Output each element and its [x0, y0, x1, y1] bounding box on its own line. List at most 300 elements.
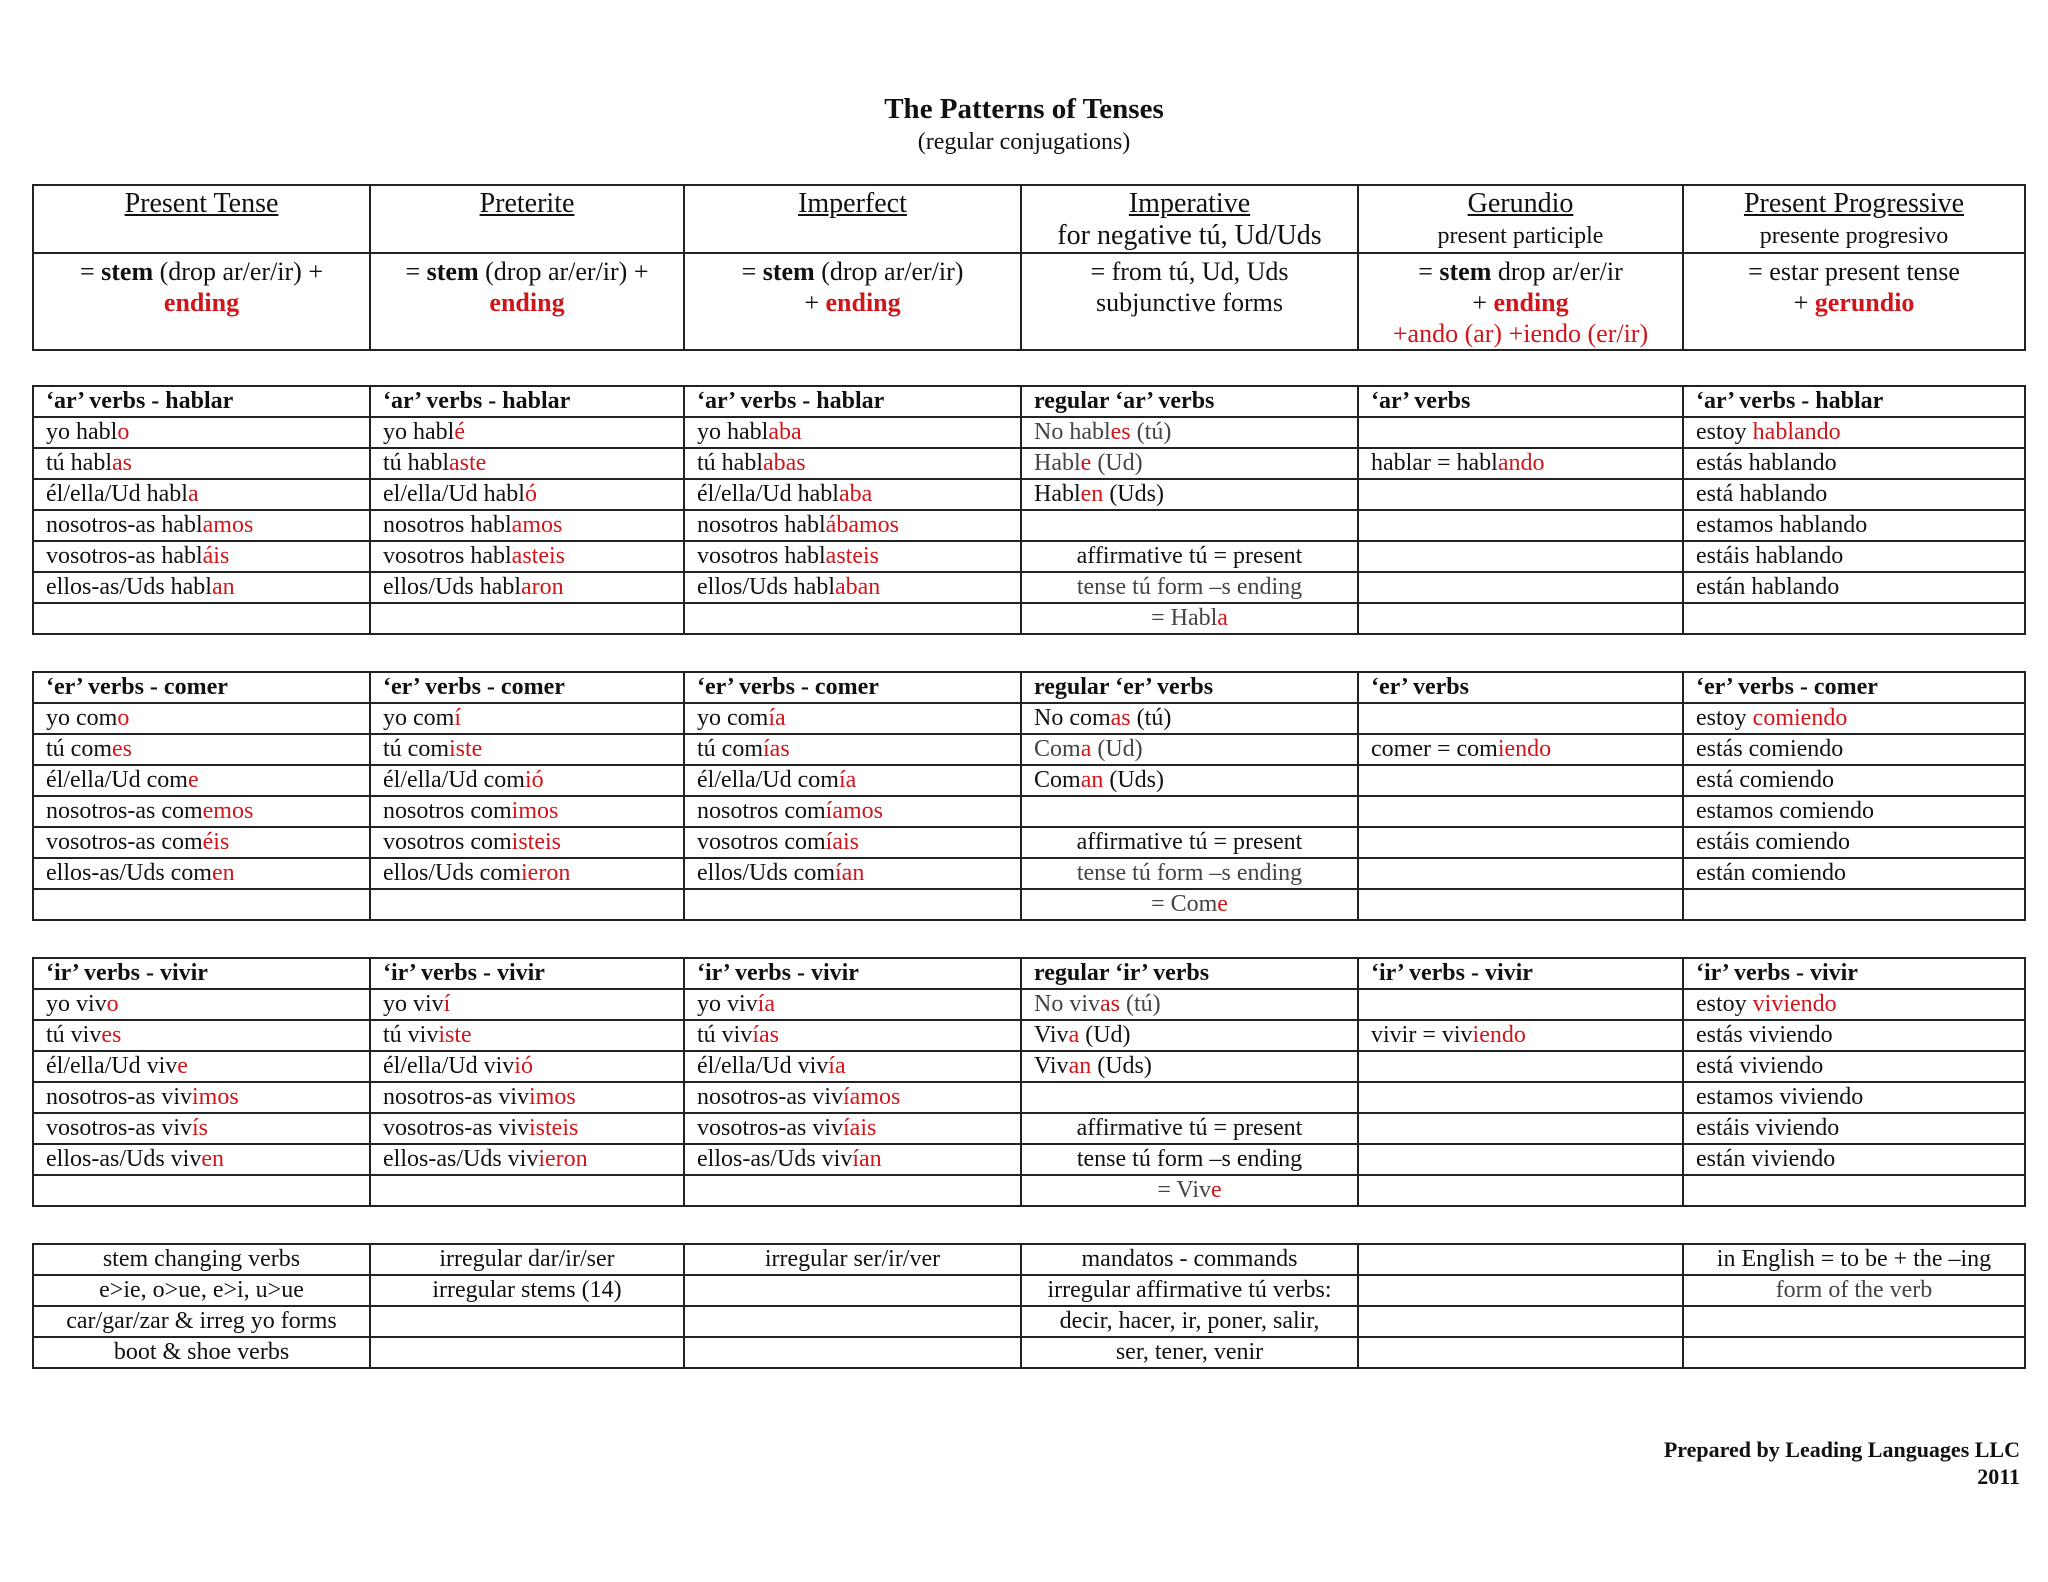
- conjugation-text: yo viv: [46, 991, 107, 1017]
- conjugation-text: ‘er’ verbs - comer: [46, 674, 228, 700]
- conjugation-text: ‘ar’ verbs - hablar: [46, 388, 234, 414]
- conjugation-text: (Uds): [1103, 481, 1164, 507]
- conjugation-text: nosotros com: [697, 798, 826, 824]
- conjugation-text: estoy: [1696, 705, 1753, 731]
- conjugation-cell: [1358, 603, 1683, 634]
- conjugation-cell: [684, 958, 1021, 989]
- conjugation-text: regular ‘ir’ verbs: [1034, 960, 1210, 986]
- conjugation-cell: [33, 958, 370, 989]
- verb-ending-text: iendo: [1472, 1022, 1526, 1048]
- conjugation-cell: [1358, 765, 1683, 796]
- conjugation-text: ‘ir’ verbs - vivir: [383, 960, 545, 986]
- conjugation-text: vosotros-as viv: [46, 1115, 192, 1141]
- note-cell: irregular affirmative tú verbs:: [1021, 1275, 1358, 1306]
- conjugation-cell: [1683, 510, 2025, 541]
- verb-ending-text: amos: [511, 512, 563, 538]
- conjugation-cell: [1358, 448, 1683, 479]
- conjugation-cell: [1358, 417, 1683, 448]
- conjugation-cell: [370, 417, 684, 448]
- conjugation-text: tense tú form –s ending: [1076, 1146, 1303, 1172]
- formula-text: +: [1793, 288, 1815, 317]
- conjugation-text: vosotros-as viv: [697, 1115, 843, 1141]
- verb-ending-text: gerundio: [1814, 288, 1915, 317]
- conjugation-text: estáis hablando: [1696, 543, 1844, 569]
- conjugation-cell: [1021, 989, 1358, 1020]
- note-cell: irregular ser/ir/ver: [684, 1244, 1021, 1275]
- tense-formula: [33, 253, 370, 350]
- formula-text: +: [1472, 288, 1494, 317]
- conjugation-text: ‘er’ verbs - comer: [697, 674, 879, 700]
- conjugation-text: ‘er’ verbs - comer: [1696, 674, 1878, 700]
- conjugation-text: (tú): [1130, 419, 1172, 445]
- verb-ending-text: aron: [521, 574, 564, 600]
- conjugation-row: [33, 827, 2025, 858]
- conjugation-cell: [684, 989, 1021, 1020]
- conjugation-cell: [1683, 796, 2025, 827]
- conjugation-cell: [33, 989, 370, 1020]
- conjugation-text: él/ella/Ud habl: [697, 481, 839, 507]
- conjugation-cell: [1358, 889, 1683, 920]
- verb-ending-text: íais: [825, 829, 859, 855]
- tense-name: Present Progressive: [1743, 188, 1965, 219]
- ar-verbs-table: [32, 385, 2026, 635]
- conjugation-cell: [370, 958, 684, 989]
- verb-ending-text: o: [117, 419, 130, 445]
- conjugation-text: (Ud): [1091, 736, 1143, 762]
- formula-text: stem: [1439, 257, 1492, 286]
- conjugation-text: estamos viviendo: [1696, 1084, 1864, 1110]
- conjugation-text: comer = com: [1371, 736, 1498, 762]
- conjugation-cell: [370, 510, 684, 541]
- conjugation-text: el/ella/Ud habl: [383, 481, 525, 507]
- formula-text: = estar present tense: [1748, 257, 1960, 286]
- conjugation-row: [33, 448, 2025, 479]
- conjugation-cell: [1683, 858, 2025, 889]
- conjugation-text: nosotros habl: [697, 512, 826, 538]
- tense-heading: [370, 185, 684, 253]
- verb-ending-text: aba: [768, 419, 802, 445]
- conjugation-cell: [1358, 572, 1683, 603]
- conjugation-cell: [684, 796, 1021, 827]
- verb-ending-text: en: [201, 1146, 224, 1172]
- conjugation-cell: [684, 827, 1021, 858]
- conjugation-cell: [33, 1113, 370, 1144]
- notes-row: [33, 1244, 2025, 1275]
- conjugation-cell: [370, 572, 684, 603]
- conjugation-cell: [1358, 1020, 1683, 1051]
- conjugation-cell: [684, 703, 1021, 734]
- conjugation-text: tense tú form –s ending: [1076, 574, 1303, 600]
- formula-text: =: [1418, 257, 1440, 286]
- verb-ending-text: ieron: [538, 1146, 588, 1172]
- conjugation-cell: [684, 1175, 1021, 1206]
- verb-ending-text: e: [187, 767, 199, 793]
- conjugation-text: están viviendo: [1696, 1146, 1836, 1172]
- conjugation-text: Viv: [1034, 1022, 1069, 1048]
- verb-ending-text: áis: [202, 543, 230, 569]
- conjugation-text: ellos-as/Uds habl: [46, 574, 212, 600]
- conjugation-row: [33, 1113, 2025, 1144]
- conjugation-cell: [684, 417, 1021, 448]
- note-cell: [370, 1337, 684, 1368]
- note-cell: [1358, 1337, 1683, 1368]
- conjugation-cell: [684, 510, 1021, 541]
- conjugation-text: nosotros habl: [383, 512, 512, 538]
- tense-name: Preterite: [479, 188, 575, 219]
- conjugation-cell: [370, 1020, 684, 1051]
- conjugation-text: ellos-as/Uds viv: [383, 1146, 539, 1172]
- conjugation-cell: [684, 448, 1021, 479]
- conjugation-cell: [33, 541, 370, 572]
- conjugation-cell: [1021, 1020, 1358, 1051]
- conjugation-text: él/ella/Ud habl: [46, 481, 188, 507]
- verb-ending-text: es: [112, 736, 132, 762]
- conjugation-text: estás comiendo: [1696, 736, 1844, 762]
- verb-ending-text: a: [1217, 605, 1228, 631]
- verb-ending-text: en: [1080, 481, 1104, 507]
- conjugation-text: tú habl: [46, 450, 112, 476]
- conjugation-cell: [1683, 572, 2025, 603]
- conjugation-cell: [370, 734, 684, 765]
- formula-text: =: [79, 257, 102, 286]
- tense-subtitle: present participle: [1437, 223, 1604, 249]
- tense-subtitle: presente progresivo: [1759, 223, 1949, 249]
- verb-ending-text: ending: [489, 288, 565, 317]
- verb-ending-text: í: [454, 705, 461, 731]
- conjugation-row: [33, 1082, 2025, 1113]
- conjugation-cell: [684, 1051, 1021, 1082]
- conjugation-text: ‘ir’ verbs - vivir: [1371, 960, 1533, 986]
- verb-ending-text: íamos: [825, 798, 883, 824]
- tense-formula: [1358, 253, 1683, 350]
- conjugation-cell: [33, 572, 370, 603]
- conjugation-cell: [1021, 958, 1358, 989]
- conjugation-cell: [370, 1082, 684, 1113]
- conjugation-cell: [370, 796, 684, 827]
- conjugation-cell: [370, 703, 684, 734]
- conjugation-cell: [1021, 765, 1358, 796]
- conjugation-cell: [684, 858, 1021, 889]
- conjugation-cell: [1021, 1113, 1358, 1144]
- verb-ending-text: ía: [757, 991, 775, 1017]
- conjugation-cell: [1358, 1051, 1683, 1082]
- conjugation-cell: [33, 603, 370, 634]
- conjugation-text: ellos/Uds habl: [383, 574, 521, 600]
- conjugation-cell: [1358, 1113, 1683, 1144]
- conjugation-cell: [1358, 703, 1683, 734]
- conjugation-text: él/ella/Ud viv: [46, 1053, 178, 1079]
- formula-text: stem: [101, 257, 154, 286]
- conjugation-text: ‘ar’ verbs - hablar: [697, 388, 885, 414]
- tense-formula: [1683, 253, 2025, 350]
- conjugation-text: hablar = habl: [1371, 450, 1498, 476]
- verb-ending-text: ando: [1497, 450, 1545, 476]
- conjugation-cell: [1358, 989, 1683, 1020]
- tense-formula: [684, 253, 1021, 350]
- tense-heading: [684, 185, 1021, 253]
- conjugation-cell: [1683, 958, 2025, 989]
- verb-ending-text: o: [117, 705, 130, 731]
- formula-text: subjunctive forms: [1095, 288, 1284, 317]
- conjugation-text: ‘ir’ verbs - vivir: [1696, 960, 1858, 986]
- conjugation-cell: [33, 703, 370, 734]
- conjugation-row: [33, 510, 2025, 541]
- tense-heading: [1358, 185, 1683, 253]
- verb-ending-text: éis: [202, 829, 230, 855]
- note-cell: decir, hacer, ir, poner, salir,: [1021, 1306, 1358, 1337]
- conjugation-text: él/ella/Ud com: [46, 767, 188, 793]
- conjugation-cell: [33, 510, 370, 541]
- section-heading-row: [33, 672, 2025, 703]
- conjugation-cell: [1021, 796, 1358, 827]
- conjugation-cell: [1683, 1113, 2025, 1144]
- note-cell: [1683, 1337, 2025, 1368]
- conjugation-cell: [33, 672, 370, 703]
- note-cell: in English = to be + the –ing: [1683, 1244, 2025, 1275]
- conjugation-text: yo viv: [697, 991, 758, 1017]
- conjugation-text: estás hablando: [1696, 450, 1837, 476]
- verb-ending-text: +ando (ar) +iendo (er/ir): [1392, 319, 1649, 348]
- note-cell: [684, 1306, 1021, 1337]
- conjugation-cell: [1683, 1144, 2025, 1175]
- conjugation-text: ‘ir’ verbs - vivir: [697, 960, 859, 986]
- conjugation-text: estoy: [1696, 419, 1753, 445]
- page-title: The Patterns of Tenses: [884, 93, 1164, 125]
- formula-text: stem: [426, 257, 479, 286]
- conjugation-text: regular ‘ar’ verbs: [1034, 388, 1215, 414]
- verb-ending-text: as: [1110, 705, 1131, 731]
- note-cell: ser, tener, venir: [1021, 1337, 1358, 1368]
- conjugation-text: él/ella/Ud viv: [383, 1053, 515, 1079]
- conjugation-cell: [1358, 827, 1683, 858]
- conjugation-cell: [1683, 603, 2025, 634]
- conjugation-row: [33, 703, 2025, 734]
- verb-ending-text: isteis: [511, 829, 562, 855]
- conjugation-cell: [1358, 672, 1683, 703]
- conjugation-text: él/ella/Ud com: [697, 767, 839, 793]
- conjugation-text: están comiendo: [1696, 860, 1846, 886]
- verb-ending-text: ending: [1493, 288, 1569, 317]
- verb-ending-text: isteis: [529, 1115, 579, 1141]
- tense-name: Present Tense: [124, 188, 279, 219]
- conjugation-cell: [1021, 858, 1358, 889]
- conjugation-text: ellos-as/Uds viv: [46, 1146, 202, 1172]
- conjugation-text: nosotros-as viv: [697, 1084, 843, 1110]
- conjugation-cell: [370, 541, 684, 572]
- conjugation-cell: [1683, 1020, 2025, 1051]
- conjugation-cell: [33, 386, 370, 417]
- verb-ending-text: e: [1080, 450, 1092, 476]
- verb-ending-text: imos: [511, 798, 559, 824]
- tense-formula: [1021, 253, 1358, 350]
- conjugation-row: [33, 734, 2025, 765]
- conjugation-text: vosotros-as com: [46, 829, 203, 855]
- verb-ending-text: viviendo: [1752, 991, 1837, 1017]
- conjugation-text: ellos/Uds com: [383, 860, 521, 886]
- conjugation-cell: [370, 479, 684, 510]
- conjugation-text: affirmative tú = present: [1076, 829, 1303, 855]
- conjugation-cell: [684, 1082, 1021, 1113]
- verb-ending-text: iste: [449, 736, 483, 762]
- page-subtitle: (regular conjugations): [917, 129, 1131, 155]
- verb-ending-text: amos: [202, 512, 254, 538]
- section-heading-row: [33, 386, 2025, 417]
- conjugation-cell: [1683, 734, 2025, 765]
- verb-ending-text: an: [1080, 767, 1104, 793]
- conjugation-text: ellos/Uds com: [697, 860, 835, 886]
- conjugation-text: él/ella/Ud com: [383, 767, 525, 793]
- conjugation-cell: [1021, 417, 1358, 448]
- verb-ending-text: iste: [438, 1022, 472, 1048]
- conjugation-cell: [370, 448, 684, 479]
- conjugation-cell: [370, 858, 684, 889]
- conjugation-text: tú com: [46, 736, 112, 762]
- conjugation-cell: [1683, 479, 2025, 510]
- conjugation-text: affirmative tú = present: [1076, 543, 1303, 569]
- verb-ending-text: ieron: [521, 860, 571, 886]
- conjugation-cell: [684, 889, 1021, 920]
- conjugation-text: No habl: [1034, 419, 1111, 445]
- conjugation-cell: [1358, 796, 1683, 827]
- conjugation-text: estáis viviendo: [1696, 1115, 1840, 1141]
- conjugation-row: [33, 1175, 2025, 1206]
- verb-ending-text: íamos: [843, 1084, 901, 1110]
- note-cell: boot & shoe verbs: [33, 1337, 370, 1368]
- conjugation-row: [33, 796, 2025, 827]
- conjugation-text: ‘ir’ verbs - vivir: [46, 960, 208, 986]
- verb-ending-text: e: [177, 1053, 188, 1079]
- conjugation-cell: [1683, 417, 2025, 448]
- note-cell: [370, 1306, 684, 1337]
- conjugation-cell: [1683, 672, 2025, 703]
- conjugation-cell: [1021, 479, 1358, 510]
- conjugation-text: vosotros habl: [383, 543, 512, 569]
- verb-ending-text: o: [106, 991, 119, 1017]
- conjugation-text: yo habl: [697, 419, 769, 445]
- conjugation-cell: [370, 672, 684, 703]
- conjugation-text: vosotros-as viv: [383, 1115, 529, 1141]
- conjugation-text: yo habl: [383, 419, 455, 445]
- verb-ending-text: iendo: [1497, 736, 1552, 762]
- conjugation-row: [33, 479, 2025, 510]
- conjugation-cell: [1683, 541, 2025, 572]
- conjugation-cell: [33, 1175, 370, 1206]
- conjugation-cell: [1021, 541, 1358, 572]
- conjugation-text: están hablando: [1696, 574, 1840, 600]
- conjugation-cell: [684, 386, 1021, 417]
- conjugation-text: tú com: [697, 736, 763, 762]
- conjugation-text: nosotros-as viv: [383, 1084, 529, 1110]
- conjugation-cell: [1358, 1175, 1683, 1206]
- conjugation-text: nosotros-as habl: [46, 512, 203, 538]
- conjugation-row: [33, 1051, 2025, 1082]
- verb-ending-text: ías: [763, 736, 790, 762]
- verb-ending-text: a: [1068, 1022, 1080, 1048]
- note-cell: [1683, 1306, 2025, 1337]
- formula-text: drop ar/er/ir: [1491, 257, 1623, 286]
- verb-ending-text: e: [1217, 891, 1228, 917]
- verb-ending-text: íais: [843, 1115, 877, 1141]
- conjugation-row: [33, 541, 2025, 572]
- note-cell: [1358, 1275, 1683, 1306]
- conjugation-cell: [1683, 765, 2025, 796]
- er-verbs-table: [32, 671, 2026, 921]
- formula-text: stem: [762, 257, 815, 286]
- verb-ending-text: ías: [752, 1022, 780, 1048]
- verb-ending-text: es: [1110, 419, 1131, 445]
- conjugation-cell: [370, 1175, 684, 1206]
- conjugation-text: yo com: [697, 705, 769, 731]
- note-cell: e>ie, o>ue, e>i, u>ue: [33, 1275, 370, 1306]
- conjugation-cell: [1021, 386, 1358, 417]
- conjugation-text: vivir = viv: [1371, 1022, 1473, 1048]
- verb-ending-text: ió: [514, 1053, 533, 1079]
- conjugation-cell: [370, 1051, 684, 1082]
- conjugation-cell: [370, 1113, 684, 1144]
- conjugation-text: ellos-as/Uds viv: [697, 1146, 853, 1172]
- conjugation-text: (Uds): [1103, 767, 1164, 793]
- conjugation-cell: [1021, 1175, 1358, 1206]
- note-cell: irregular stems (14): [370, 1275, 684, 1306]
- conjugation-text: tú habl: [383, 450, 449, 476]
- verb-ending-text: imos: [529, 1084, 576, 1110]
- verb-ending-text: ían: [852, 1146, 882, 1172]
- notes-table: [32, 1243, 2026, 1369]
- conjugation-text: vosotros habl: [697, 543, 826, 569]
- conjugation-cell: [33, 1144, 370, 1175]
- conjugation-text: estoy: [1696, 991, 1753, 1017]
- conjugation-cell: [684, 672, 1021, 703]
- note-cell: [684, 1275, 1021, 1306]
- conjugation-text: (Ud): [1079, 1022, 1131, 1048]
- conjugation-cell: [1358, 958, 1683, 989]
- footer-year: 2011: [1977, 1464, 2020, 1489]
- verb-ending-text: ís: [192, 1115, 209, 1141]
- conjugation-text: estás viviendo: [1696, 1022, 1833, 1048]
- conjugation-text: (Uds): [1091, 1053, 1152, 1079]
- conjugation-text: Com: [1034, 767, 1081, 793]
- conjugation-text: ‘ar’ verbs - hablar: [1696, 388, 1884, 414]
- conjugation-row: [33, 889, 2025, 920]
- footer-credit: Prepared by Leading Languages LLC: [1663, 1437, 2020, 1462]
- conjugation-cell: [1358, 479, 1683, 510]
- notes-row: [33, 1337, 2025, 1368]
- conjugation-cell: [33, 765, 370, 796]
- conjugation-text: Com: [1034, 736, 1081, 762]
- conjugation-text: nosotros-as viv: [46, 1084, 192, 1110]
- conjugation-text: tú viv: [383, 1022, 439, 1048]
- conjugation-text: tú viv: [697, 1022, 753, 1048]
- note-cell: stem changing verbs: [33, 1244, 370, 1275]
- conjugation-cell: [1683, 448, 2025, 479]
- verb-ending-text: ía: [838, 767, 857, 793]
- tense-name: Imperfect: [798, 188, 907, 219]
- conjugation-cell: [1683, 889, 2025, 920]
- conjugation-cell: [1021, 1051, 1358, 1082]
- formula-text: +: [804, 288, 826, 317]
- conjugation-cell: [1358, 386, 1683, 417]
- conjugation-row: [33, 765, 2025, 796]
- formula-text: (drop ar/er/ir) +: [478, 257, 649, 286]
- conjugation-text: yo com: [383, 705, 455, 731]
- conjugation-text: está viviendo: [1696, 1053, 1824, 1079]
- note-cell: [1358, 1306, 1683, 1337]
- conjugation-cell: [1021, 734, 1358, 765]
- formula-text: (drop ar/er/ir): [814, 257, 964, 286]
- conjugation-text: ‘er’ verbs - comer: [383, 674, 565, 700]
- conjugation-text: (tú): [1120, 991, 1161, 1017]
- conjugation-text: ellos/Uds habl: [697, 574, 835, 600]
